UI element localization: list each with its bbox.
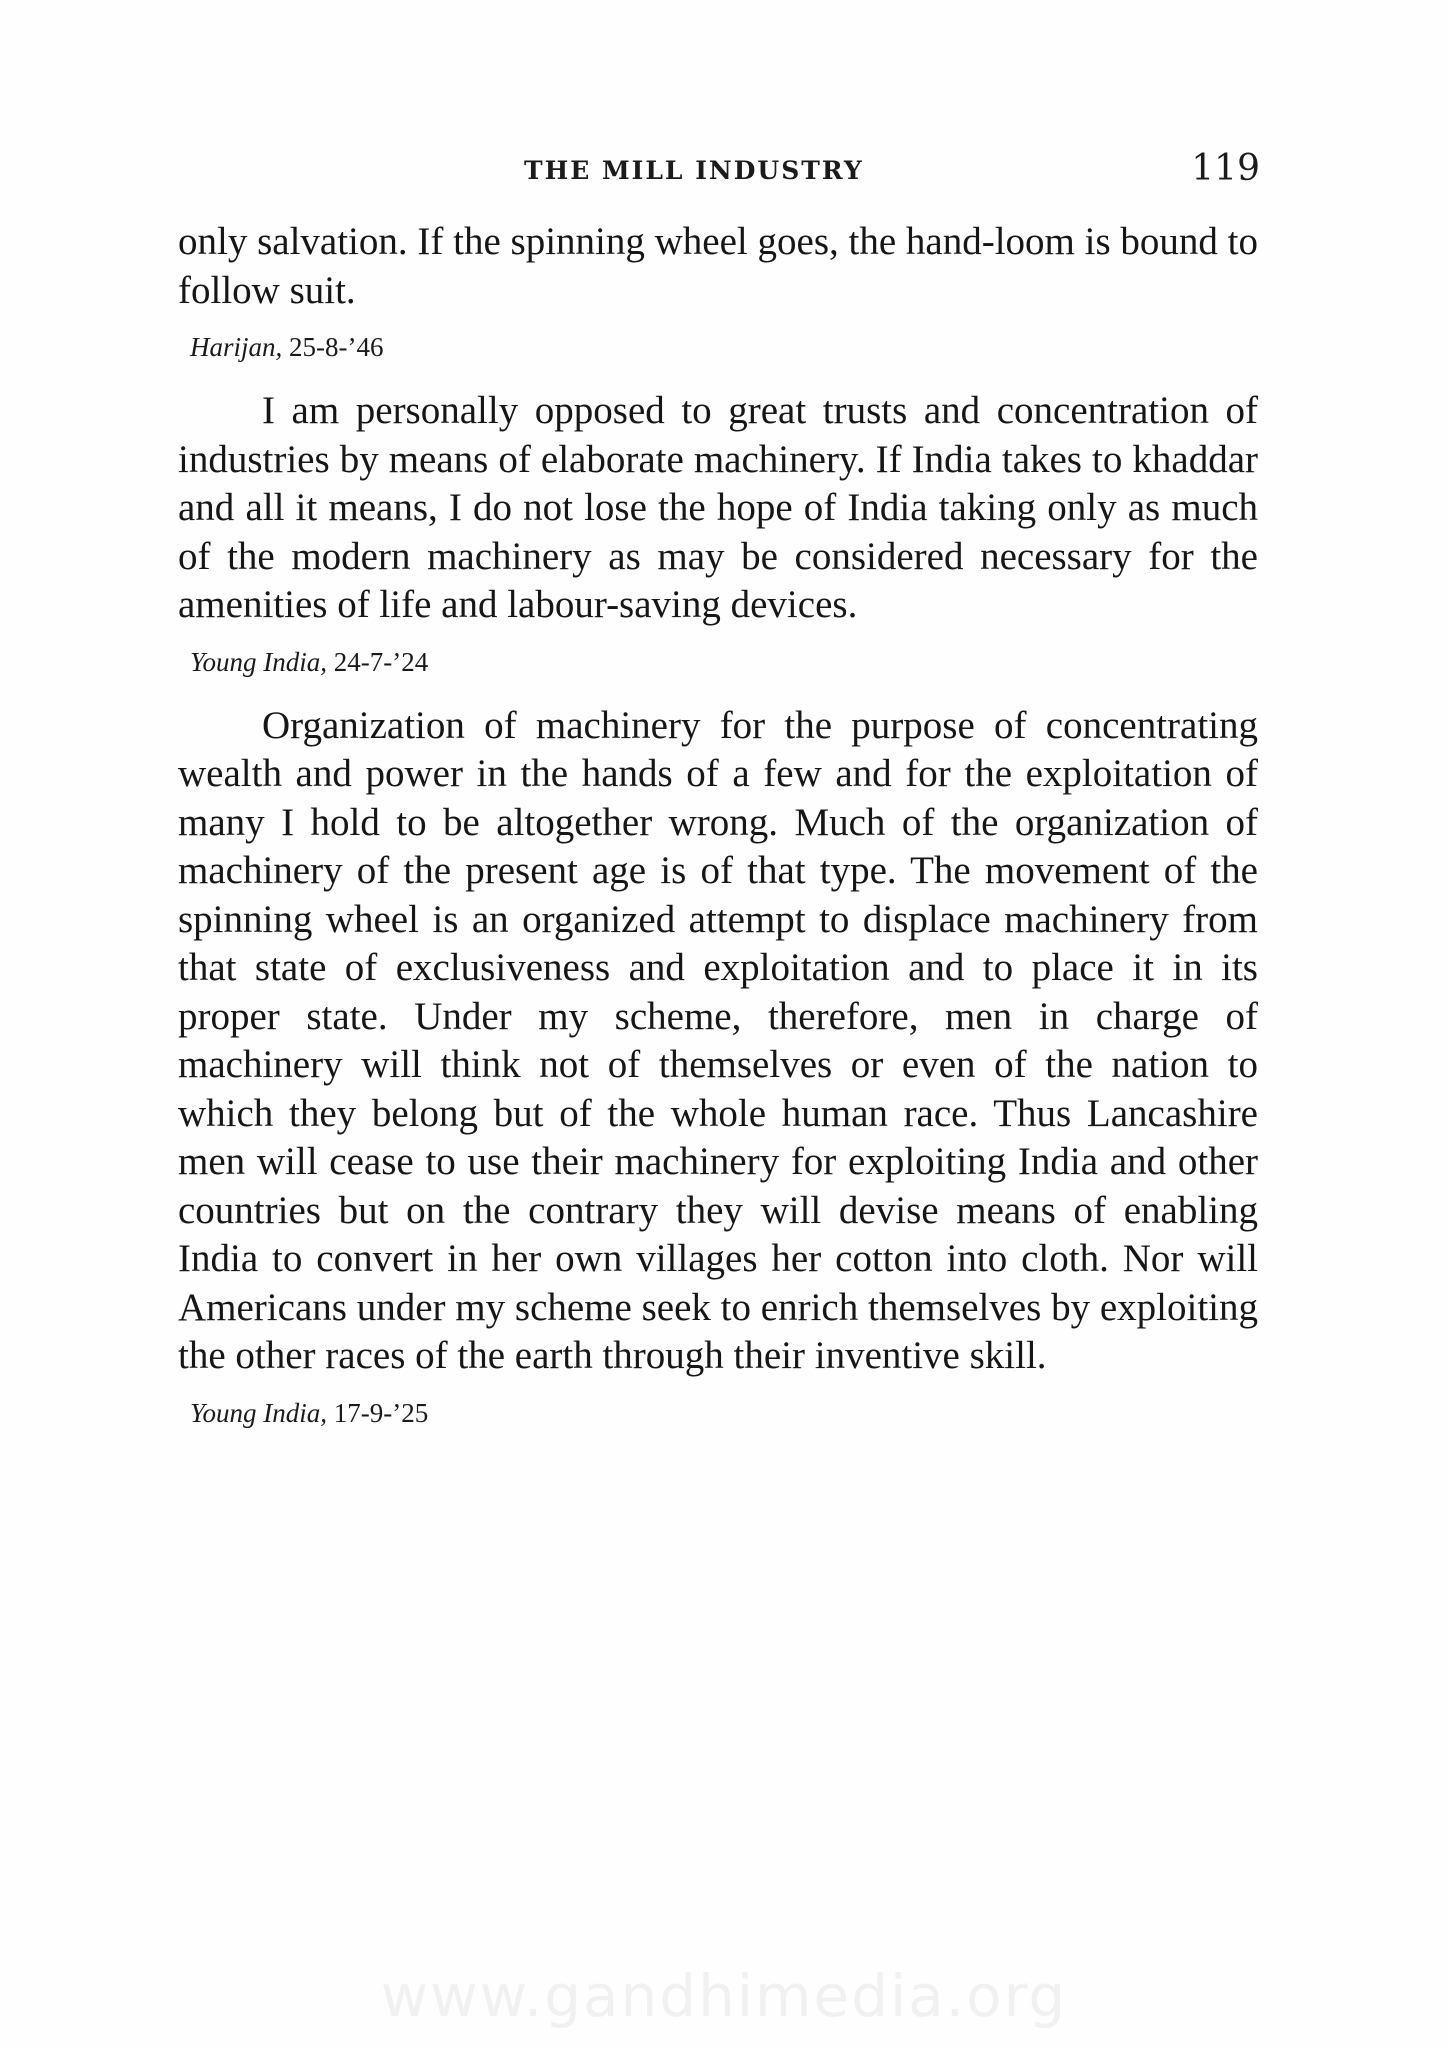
source-date: 24-7-’24	[333, 646, 429, 677]
source-date: 25-8-’46	[289, 332, 384, 362]
source-title: Young India,	[190, 646, 328, 677]
page-header	[178, 148, 1260, 198]
source-citation	[190, 329, 1258, 365]
paragraph: Organization of machinery for the purpose of concentrating wealth and power in the hands of a few and for the exploitation of many I hold to be altogether wrong. Much of the organization of machinery of the present age is of that type. The movement of the spinning wheel is an organized attempt to displace machinery from that state of exclusiveness and exploitation and to place it in its proper state. Under my scheme, therefore, men in charge of machinery will think not of themselves or even of the nation to which they belong but of the whole human race. Thus Lancashire men will cease to use their machinery for exploiting India and other countries but on the contrary they will devise means of enabling India to convert in her own villages her cotton into cloth. Nor will Americans under my scheme seek to enrich themselves by exploiting the other races of the earth through their inventive skill.	[178, 703, 1258, 1377]
body-text	[178, 218, 1258, 1453]
page-number: 119	[1191, 148, 1260, 189]
paragraph-continued: only salvation. If the spinning wheel goes, the hand-loom is bound to follow suit.	[178, 220, 1258, 312]
source-citation	[190, 1395, 1258, 1431]
source-title: Young India,	[190, 1397, 328, 1428]
watermark: www.gandhimedia.org	[380, 1962, 1068, 2030]
source-citation	[190, 644, 1258, 680]
source-date: 17-9-’25	[333, 1397, 429, 1428]
paragraph: I am personally opposed to great trusts and concentration of industries by means of elaborate machinery. If India takes to khaddar and all it means, I do not lose the hope of India taking only as much of the modern machinery as may be considered necessary for the amenities of life and labour-saving devices.	[178, 389, 1258, 626]
source-title: Harijan,	[190, 332, 283, 362]
running-head: THE MILL INDUSTRY	[524, 156, 864, 185]
